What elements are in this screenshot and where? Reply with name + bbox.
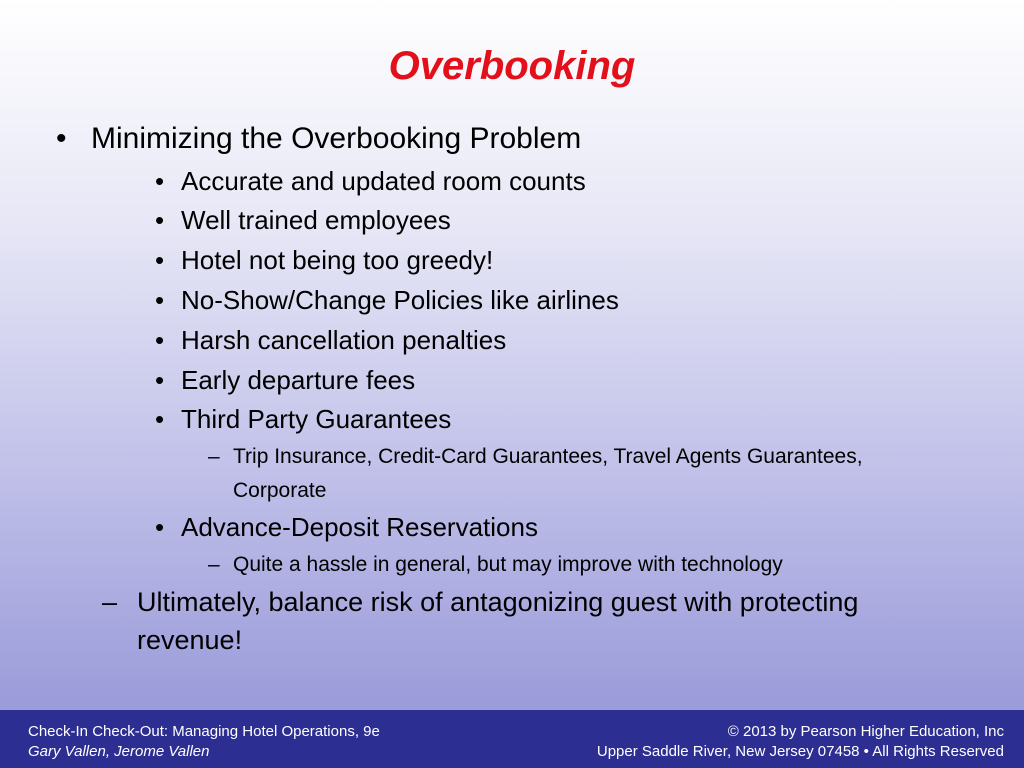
footer-authors: Gary Vallen, Jerome Vallen xyxy=(28,743,210,760)
bullet-marker: • xyxy=(155,245,165,275)
slide-title: Overbooking xyxy=(388,44,636,88)
bullet-no-show-policies: No-Show/Change Policies like airlines xyxy=(181,285,619,315)
bullet-marker: • xyxy=(155,365,165,395)
dash-marker: – xyxy=(102,587,118,617)
footer-book-title: Check-In Check-Out: Managing Hotel Operations, 9e xyxy=(28,723,380,740)
bullet-marker: • xyxy=(155,205,165,235)
ultimately-line2: revenue! xyxy=(137,625,243,655)
third-party-detail-line2: Corporate xyxy=(233,479,327,502)
bullet-room-counts: Accurate and updated room counts xyxy=(181,166,586,196)
footer-copyright: © 2013 by Pearson Higher Education, Inc xyxy=(727,723,1004,740)
bullet-advance-deposit: Advance-Deposit Reservations xyxy=(181,512,538,542)
footer-address: Upper Saddle River, New Jersey 07458 • All Rights Reserved xyxy=(596,743,1004,760)
bullet-departure-fees: Early departure fees xyxy=(181,365,416,395)
main-bullet-marker: • xyxy=(56,122,67,155)
bullet-third-party: Third Party Guarantees xyxy=(181,404,452,434)
footer-bar xyxy=(0,710,1024,768)
bullet-marker: • xyxy=(155,166,165,196)
bullet-trained-employees: Well trained employees xyxy=(181,205,451,235)
advance-deposit-detail: Quite a hassle in general, but may improve with technology xyxy=(233,553,783,576)
bullet-marker: • xyxy=(155,325,165,355)
third-party-detail-line1: Trip Insurance, Credit-Card Guarantees, Travel Agents Guarantees, xyxy=(233,445,863,468)
ultimately-line1: Ultimately, balance risk of antagonizing guest with protecting xyxy=(137,587,859,617)
bullet-not-greedy: Hotel not being too greedy! xyxy=(181,245,494,275)
main-bullet-text: Minimizing the Overbooking Problem xyxy=(91,122,582,155)
bullet-marker: • xyxy=(155,404,165,434)
dash-marker: – xyxy=(208,553,220,576)
bullet-cancellation-penalties: Harsh cancellation penalties xyxy=(181,325,507,355)
bullet-marker: • xyxy=(155,512,165,542)
dash-marker: – xyxy=(208,445,220,468)
bullet-marker: • xyxy=(155,285,165,315)
